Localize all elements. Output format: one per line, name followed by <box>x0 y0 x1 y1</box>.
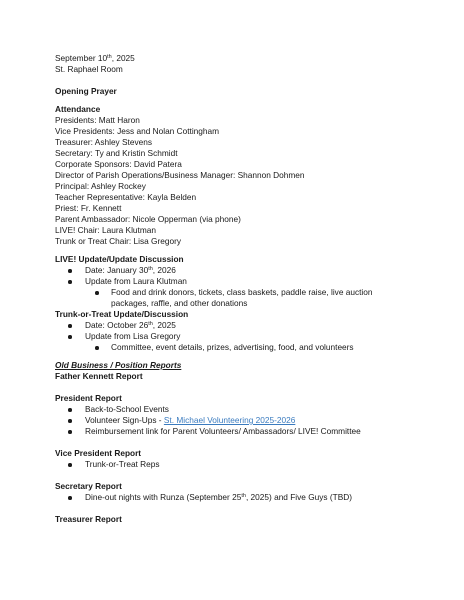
trunk-update-list <box>55 320 435 353</box>
attendance-line: Vice Presidents: Jess and Nolan Cottingham <box>55 126 220 136</box>
president-report-heading: President Report <box>55 393 122 403</box>
bullet-icon <box>68 463 72 467</box>
attendance-line: Secretary: Ty and Kristin Schmidt <box>55 148 178 158</box>
live-update-heading: LIVE! Update/Update Discussion <box>55 254 184 264</box>
attendance-line: Teacher Representative: Kayla Belden <box>55 192 197 202</box>
list-item: Date: October 26th, 2025 <box>55 320 435 331</box>
list-item: Back-to-School Events <box>55 404 435 415</box>
bullet-icon <box>68 408 72 412</box>
vp-report-heading: Vice President Report <box>55 448 142 458</box>
trunk-update-heading: Trunk-or-Treat Update/Discussion <box>55 309 189 319</box>
attendance-line: Presidents: Matt Haron <box>55 115 140 125</box>
list-item: Date: January 30th, 2026 <box>55 265 435 276</box>
attendance-line: Corporate Sponsors: David Patera <box>55 159 182 169</box>
list-item: Update from Lisa Gregory <box>55 331 435 342</box>
list-item: Committee, event details, prizes, advertising, food, and volunteers <box>55 342 435 353</box>
list-item: Dine-out nights with Runza (September 25th, 2025) and Five Guys (TBD) <box>55 492 435 503</box>
father-report-heading: Father Kennett Report <box>55 371 143 381</box>
attendance-heading: Attendance <box>55 104 101 114</box>
bullet-icon <box>68 419 72 423</box>
bullet-icon <box>68 280 72 284</box>
meeting-date: September 10th, 2025 <box>55 53 135 63</box>
attendance-line: Treasurer: Ashley Stevens <box>55 137 152 147</box>
attendance-line: LIVE! Chair: Laura Klutman <box>55 225 156 235</box>
bullet-icon <box>95 291 99 295</box>
secretary-report-list <box>55 492 435 503</box>
bullet-icon <box>68 324 72 328</box>
meeting-location: St. Raphael Room <box>55 64 123 74</box>
secretary-report-heading: Secretary Report <box>55 481 122 491</box>
bullet-icon <box>68 496 72 500</box>
attendance-line: Parent Ambassador: Nicole Opperman (via phone) <box>55 214 241 224</box>
bullet-icon <box>95 346 99 350</box>
bullet-icon <box>68 430 72 434</box>
live-update-list <box>55 265 435 309</box>
meeting-minutes-page <box>55 53 435 525</box>
attendance-line: Principal: Ashley Rockey <box>55 181 146 191</box>
volunteering-link[interactable]: St. Michael Volunteering 2025-2026 <box>163 415 296 425</box>
list-item: Food and drink donors, tickets, class baskets, paddle raise, live auction packages, raffle, and other donations <box>55 287 411 309</box>
list-item: Reimbursement link for Parent Volunteers/ Ambassadors/ LIVE! Committee <box>55 426 435 437</box>
list-item: Volunteer Sign-Ups - St. Michael Volunteering 2025-2026 <box>55 415 435 426</box>
attendance-line: Director of Parish Operations/Business Manager: Shannon Dohmen <box>55 170 305 180</box>
bullet-icon <box>68 335 72 339</box>
vp-report-list <box>55 459 435 470</box>
attendance-list <box>55 115 435 247</box>
attendance-line: Priest: Fr. Kennett <box>55 203 122 213</box>
president-report-list <box>55 404 435 437</box>
opening-prayer-heading: Opening Prayer <box>55 86 117 96</box>
list-item: Update from Laura Klutman <box>55 276 435 287</box>
attendance-line: Trunk or Treat Chair: Lisa Gregory <box>55 236 182 246</box>
treasurer-report-heading: Treasurer Report <box>55 514 122 524</box>
list-item: Trunk-or-Treat Reps <box>55 459 435 470</box>
old-business-heading: Old Business / Position Reports <box>55 360 182 370</box>
bullet-icon <box>68 269 72 273</box>
